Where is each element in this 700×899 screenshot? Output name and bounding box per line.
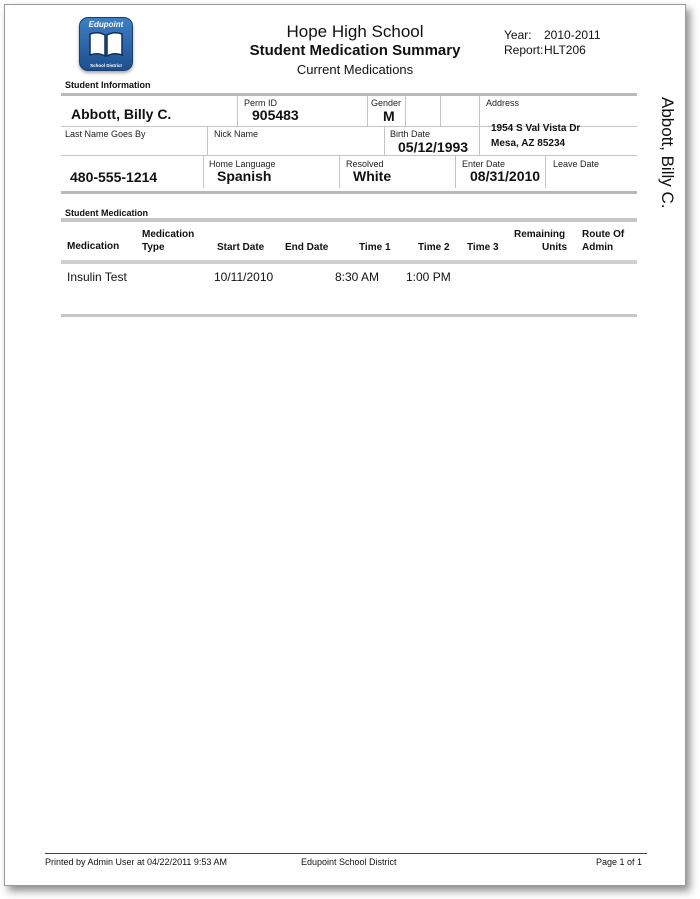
year-value: 2010-2011 <box>544 28 601 42</box>
home-language-value: Spanish <box>217 168 272 184</box>
address-label: Address <box>486 98 520 108</box>
footer-page-number: Page 1 of 1 <box>596 857 643 867</box>
col-header-route-1: Route Of <box>582 229 625 240</box>
col-header-remaining-1: Remaining <box>514 229 566 240</box>
report-label: Report: <box>504 43 544 57</box>
cell-start-date: 10/11/2010 <box>214 270 274 284</box>
year-label: Year: <box>504 28 532 42</box>
enter-date-label: Enter Date <box>462 159 506 169</box>
perm-id-value: 905483 <box>252 107 299 123</box>
col-header-end-date: End Date <box>285 242 329 253</box>
gender-value: M <box>383 108 395 124</box>
birth-date-label: Birth Date <box>390 129 431 139</box>
perm-id-label: Perm ID <box>244 98 278 108</box>
logo-brand: Edupoint <box>88 20 124 29</box>
col-header-remaining-2: Units <box>542 242 567 253</box>
col-header-time3: Time 3 <box>467 242 499 253</box>
resolved-value: White <box>353 168 392 184</box>
last-name-goes-by-label: Last Name Goes By <box>65 129 146 139</box>
leave-date-label: Leave Date <box>553 159 600 169</box>
cell-medication: Insulin Test <box>67 270 127 284</box>
student-name-vertical: Abbott, Billy C. <box>658 97 677 209</box>
home-language-label: Home Language <box>209 159 276 169</box>
student-name: Abbott, Billy C. <box>71 106 172 122</box>
cell-time2: 1:00 PM <box>406 270 451 284</box>
birth-date-value: 05/12/1993 <box>398 139 469 155</box>
col-header-start-date: Start Date <box>217 242 265 253</box>
book-icon <box>88 30 124 58</box>
footer-printed-by: Printed by Admin User at 04/22/2011 9:53 AM <box>45 857 227 867</box>
resolved-label: Resolved <box>346 159 384 169</box>
address-line2: Mesa, AZ 85234 <box>491 138 566 149</box>
col-header-medication: Medication <box>67 241 120 252</box>
address-line1: 1954 S Val Vista Dr <box>491 123 581 134</box>
edupoint-logo <box>79 17 133 71</box>
medication-table <box>61 218 637 317</box>
col-header-medication-type-2: Type <box>142 242 165 253</box>
report-subtitle: Current Medications <box>296 62 414 77</box>
col-header-time1: Time 1 <box>359 242 391 253</box>
logo-subtitle: School District <box>90 63 122 68</box>
footer-divider <box>45 853 647 854</box>
student-info-grid <box>61 93 637 194</box>
phone-value: 480-555-1214 <box>70 169 158 185</box>
col-header-route-2: Admin <box>582 242 614 253</box>
col-header-medication-type-1: Medication <box>142 229 195 240</box>
col-header-time2: Time 2 <box>418 242 450 253</box>
school-name: Hope High School <box>286 22 424 41</box>
report-page <box>4 4 686 886</box>
footer-district: Edupoint School District <box>301 857 397 867</box>
student-info-section-label: Student Information <box>65 80 151 90</box>
enter-date-value: 08/31/2010 <box>470 168 541 184</box>
report-value: HLT206 <box>544 43 586 57</box>
medication-section-label: Student Medication <box>65 208 148 218</box>
nick-name-label: Nick Name <box>214 129 259 139</box>
gender-label: Gender <box>371 98 402 108</box>
report-title: Student Medication Summary <box>249 42 461 59</box>
cell-time1: 8:30 AM <box>335 270 380 284</box>
